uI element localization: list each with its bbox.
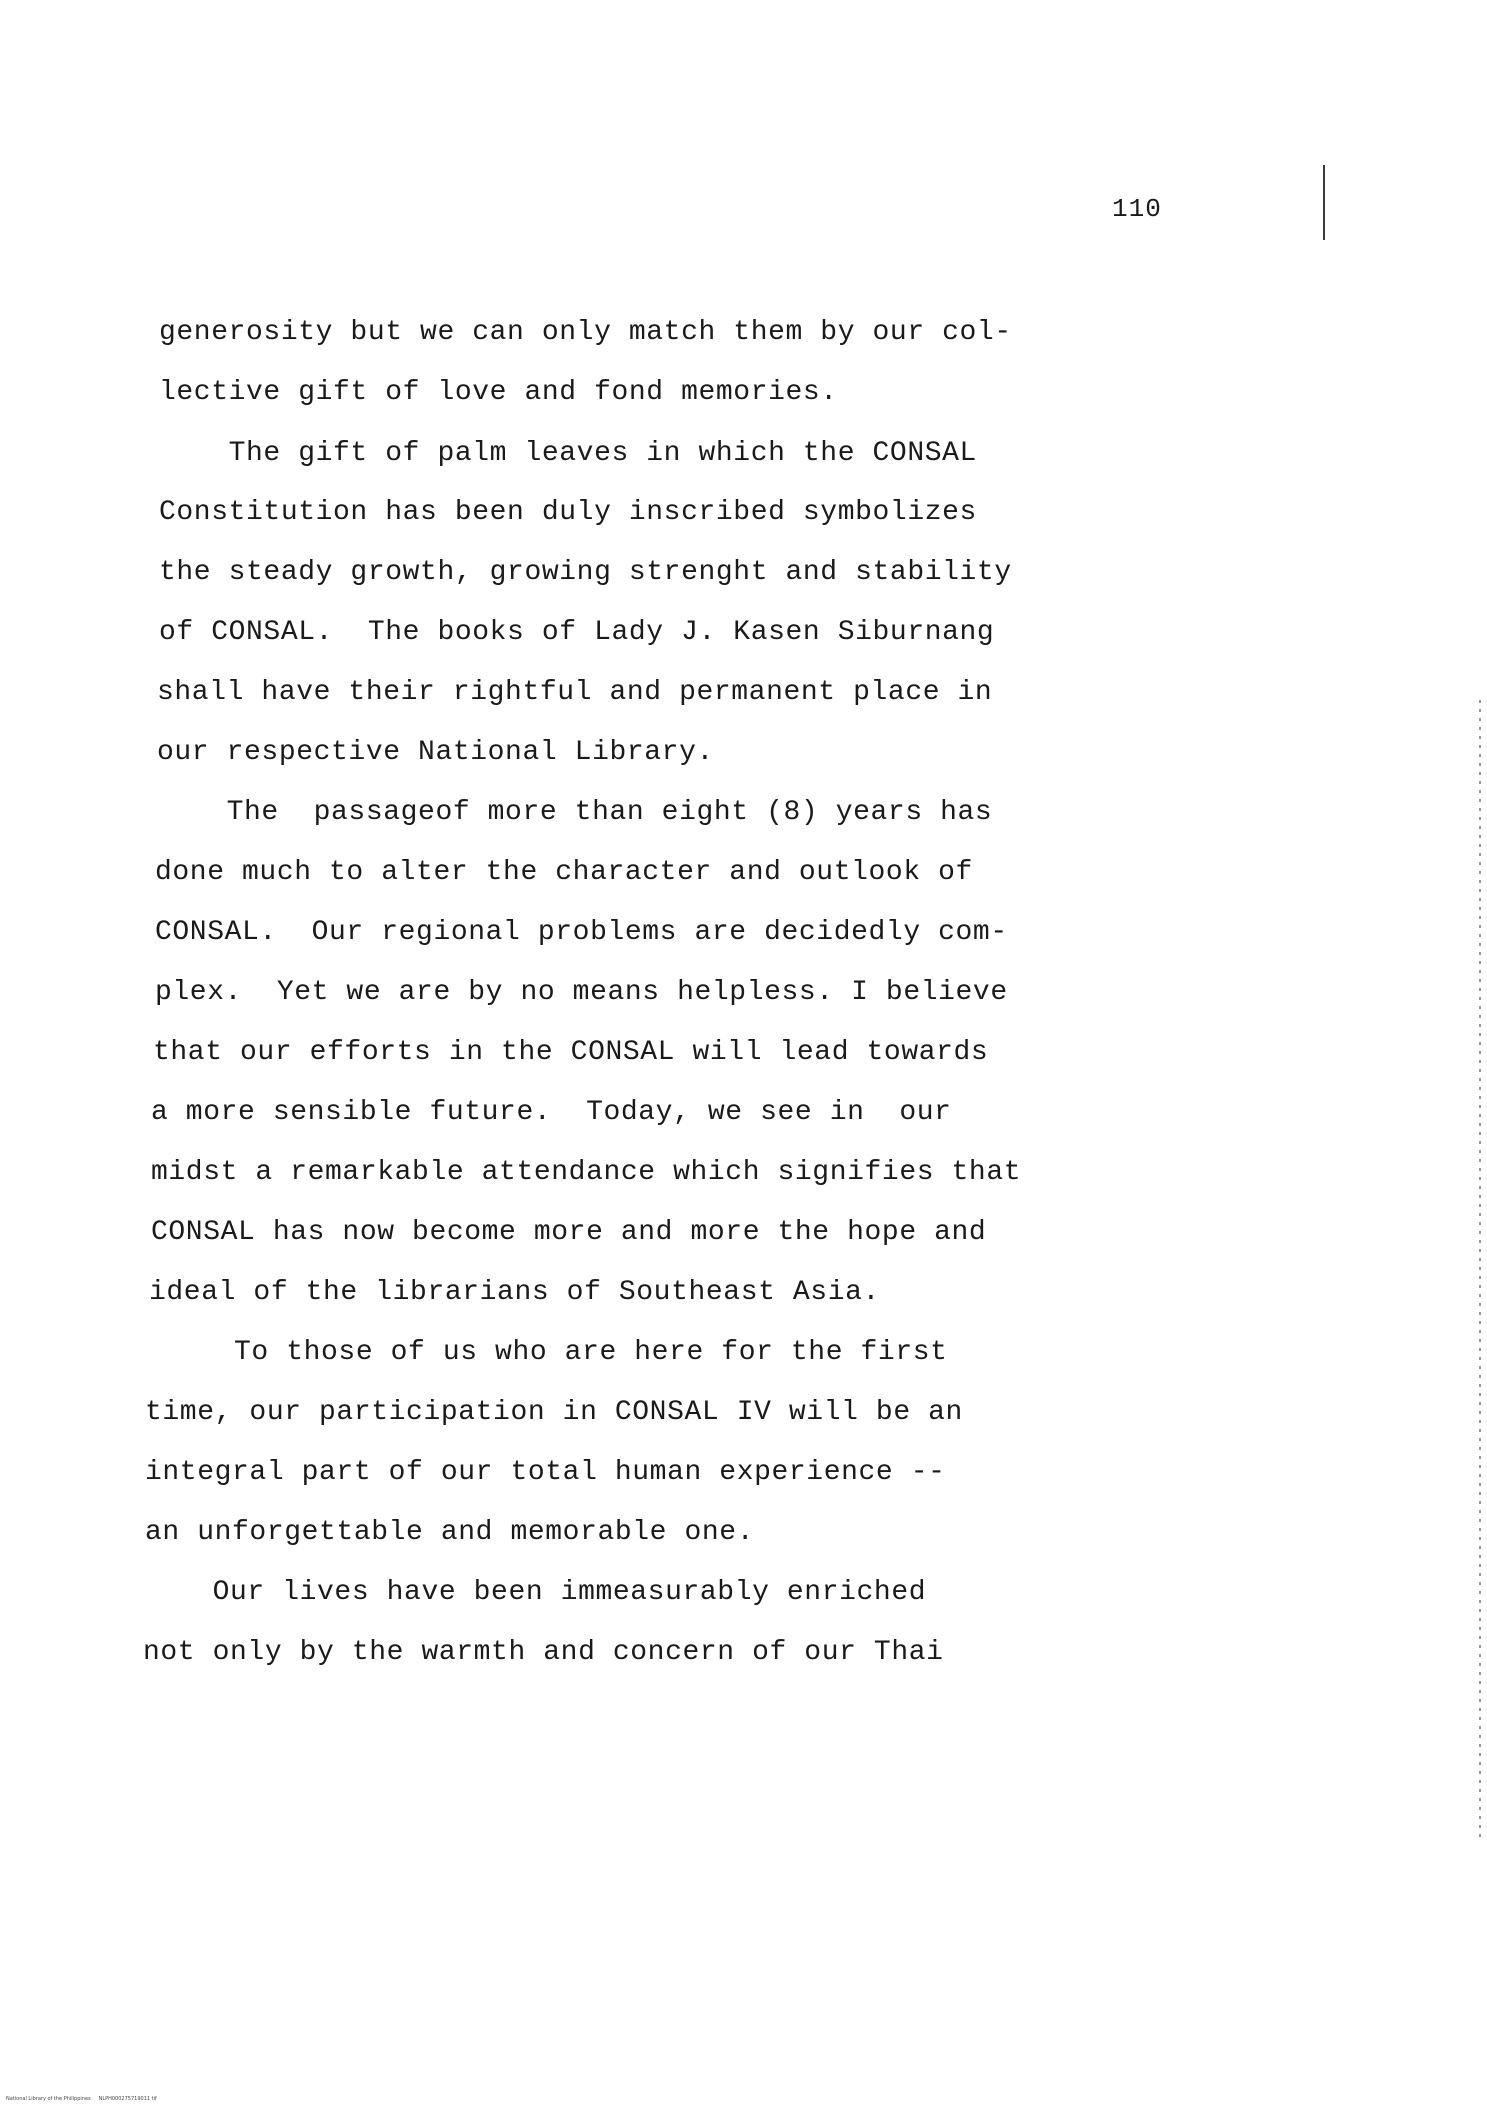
text-line: lective gift of love and fond memories. [159, 377, 838, 408]
text-line: midst a remarkable attendance which signifies that [151, 1157, 1022, 1188]
text-line: that our efforts in the CONSAL will lead towards [153, 1037, 989, 1068]
text-line: CONSAL has now become more and more the hope and [151, 1217, 987, 1248]
text-line: The passageof more than eight (8) years has [157, 797, 993, 828]
text-line: generosity but we can only match them by our col- [159, 317, 1012, 348]
text-line: The gift of palm leaves in which the CONSAL [159, 438, 977, 469]
text-line: of CONSAL. The books of Lady J. Kasen Siburnang [159, 617, 995, 648]
text-line: To those of us who are here for the first [147, 1337, 948, 1368]
text-line: plex. Yet we are by no means helpless. I believe [155, 977, 1008, 1008]
text-line: ideal of the librarians of Southeast Asia. [149, 1277, 880, 1308]
text-line: time, our participation in CONSAL IV will be an [145, 1397, 963, 1428]
text-line: an unforgettable and memorable one. [145, 1517, 755, 1548]
text-line: our respective National Library. [157, 737, 714, 768]
text-line: done much to alter the character and outlook of [155, 857, 973, 888]
text-line: shall have their rightful and permanent place in [157, 677, 993, 708]
scan-footer: National Library of the Philippines NLPH000275719011 tif [6, 2096, 157, 2102]
text-line: Our lives have been immeasurably enriched [143, 1577, 927, 1608]
text-line: the steady growth, growing strenght and stability [159, 557, 1012, 588]
margin-rule [1323, 165, 1325, 240]
text-line: not only by the warmth and concern of our Thai [143, 1637, 944, 1668]
text-line: integral part of our total human experience -- [145, 1457, 946, 1488]
scan-edge [1479, 700, 1481, 1840]
text-line: CONSAL. Our regional problems are decidedly com- [155, 917, 1008, 948]
text-line: Constitution has been duly inscribed symbolizes [159, 497, 977, 528]
text-line: a more sensible future. Today, we see in our [151, 1097, 952, 1128]
page-number: 110 [1112, 194, 1162, 224]
